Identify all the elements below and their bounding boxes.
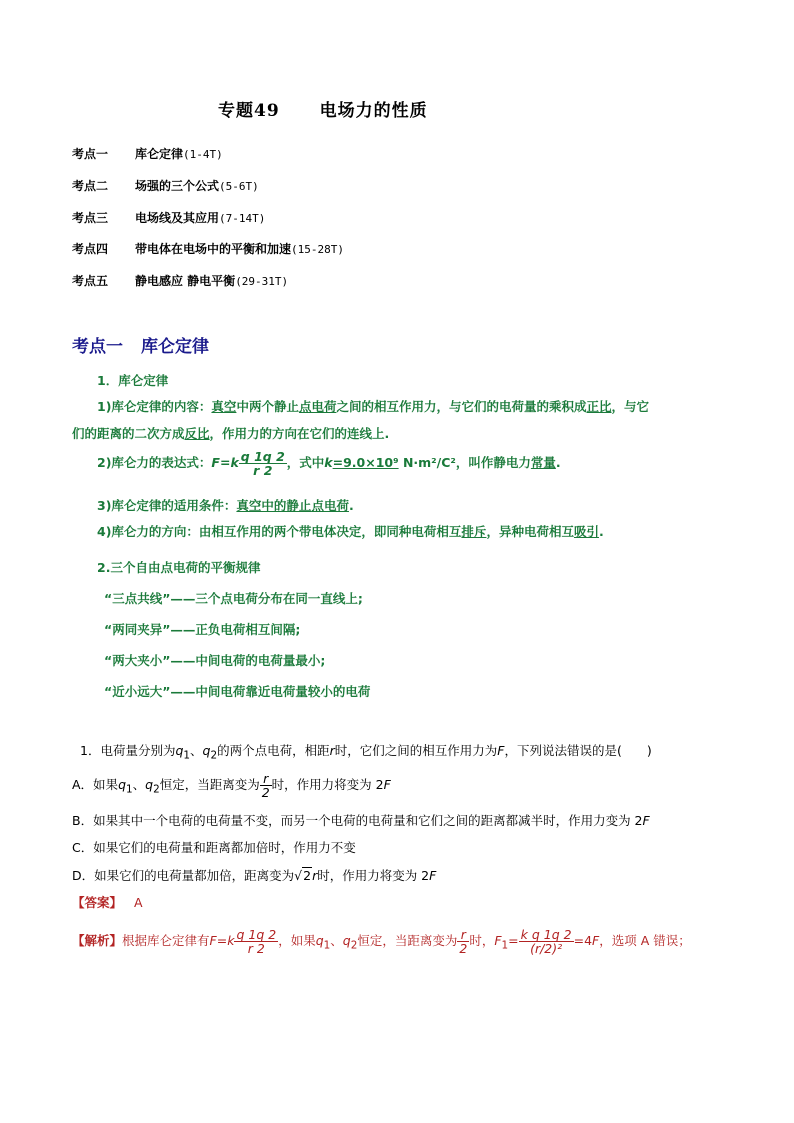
title-topic: 专题49: [218, 101, 280, 121]
analysis-label: 【解析】: [72, 933, 123, 949]
option-a: A．如果$q_1$、$q_2$恒定，当距离变为 $\frac{r}{2}$ 时，作用力将变为 2F: [72, 771, 391, 801]
question-stem: 1．电荷量分别为$q_1$、$q_2$的两个点电荷，相距r时，它们之间的相互作用力为F，下列说法错误的是( ): [80, 743, 652, 762]
toc-label: 考点一: [72, 147, 109, 161]
section-label: 考点一: [72, 337, 123, 357]
page-title: [218, 96, 428, 121]
answer: [72, 893, 143, 911]
rule-4: “近小远大”——中间电荷靠近电荷量较小的电荷: [104, 684, 371, 699]
section-heading: [72, 332, 209, 357]
analysis: 【解析】根据库仑定律有F=k $\frac{q 1q 2}{r 2}$ ，如果$q_1$、$q_2$恒定，当距离变为 $\frac{r}{2}$ 时，$F_1=$ $\frac{\text{k q 1q 2}}{\text{(r/2)²}}$ =4F，选项 A 错误；: [72, 927, 691, 957]
analysis-fraction-2: $\frac{r}{2}$: [459, 927, 468, 957]
section-name: 库仑定律: [141, 337, 209, 357]
notes-heading-1: 1．库仑定律: [97, 373, 169, 388]
notes-p3: 3)库仑定律的适用条件：真空中的静止点电荷.: [97, 498, 354, 513]
toc-label: 考点三: [72, 211, 109, 225]
analysis-fraction-3: $\frac{\text{k q 1q 2}}{\text{(r/2)²}}$: [520, 927, 572, 957]
toc-item: [72, 177, 259, 194]
toc-text: 电场线及其应用: [135, 211, 220, 225]
notes-p2: 2)库仑力的表达式：F=k $\frac{q 1q 2}{r 2}$ ，式中k=9.0×10⁹ N·m²/C²，叫作静电力常量.: [97, 449, 561, 479]
notes-p4: 4)库仑力的方向：由相互作用的两个带电体决定，即同种电荷相互排斥，异种电荷相互吸引.: [97, 524, 604, 539]
analysis-fraction-1: $\frac{q 1q 2}{r 2}$: [236, 927, 277, 957]
toc-item: [72, 145, 223, 162]
option-c: C．如果它们的电荷量和距离都加倍时，作用力不变: [72, 840, 356, 855]
option-d: D．如果它们的电荷量都加倍，距离变为√2r时，作用力将变为 2F: [72, 868, 437, 883]
notes-p1-line2: 们的距离的二次方成反比，作用力的方向在它们的连线上.: [72, 426, 390, 441]
toc-label: 考点二: [72, 179, 109, 193]
rule-3: “两大夹小”——中间电荷的电荷量最小;: [104, 653, 326, 668]
toc-text: 库仑定律: [135, 147, 184, 161]
toc-item: [72, 240, 344, 257]
notes-heading-2: 2.三个自由点电荷的平衡规律: [97, 560, 261, 575]
toc-range: (29-31T): [235, 275, 289, 288]
toc-range: (1-4T): [183, 148, 223, 161]
rule-2: “两同夹异”——正负电荷相互间隔;: [104, 622, 301, 637]
toc-range: (15-28T): [291, 243, 344, 256]
answer-value: A: [133, 895, 143, 910]
toc-range: (7-14T): [219, 212, 266, 225]
option-a-fraction: $\frac{r}{2}$: [261, 771, 270, 801]
toc-label: 考点四: [72, 242, 109, 256]
toc-range: (5-6T): [219, 180, 259, 193]
sqrt-symbol: √2: [294, 868, 312, 883]
title-name: 电场力的性质: [319, 101, 428, 121]
toc-item: [72, 272, 288, 289]
toc-text: 场强的三个公式: [135, 179, 220, 193]
toc-text: 带电体在电场中的平衡和加速: [135, 242, 292, 256]
notes-p1-line1: 1)库仑定律的内容：真空中两个静止点电荷之间的相互作用力，与它们的电荷量的乘积成正比，与它: [97, 399, 650, 414]
answer-label: 【答案】: [72, 895, 123, 910]
rule-1: “三点共线”——三个点电荷分布在同一直线上;: [104, 591, 363, 606]
toc-item: [72, 209, 265, 226]
coulomb-fraction: $\frac{q 1q 2}{r 2}$: [240, 449, 285, 479]
toc-text: 静电感应 静电平衡: [135, 274, 236, 288]
option-b: B．如果其中一个电荷的电荷量不变，而另一个电荷的电荷量和它们之间的距离都减半时，作用力变为 2F: [72, 813, 650, 828]
toc-label: 考点五: [72, 274, 109, 288]
